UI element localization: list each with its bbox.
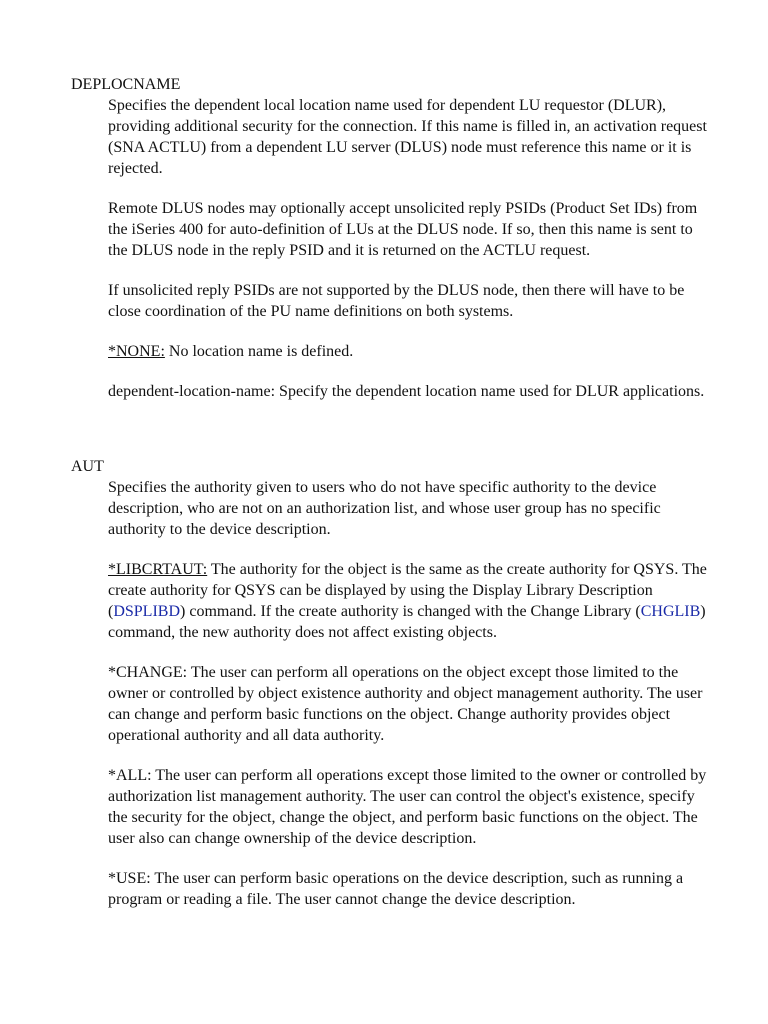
term-deplocname: DEPLOCNAME — [71, 76, 181, 93]
value-libcrtaut-text-1: The authority for the object is the same as the create authority for QSYS. The create authority for QSYS can be displayed by using the Display Library Description ( — [108, 561, 707, 620]
deplocname-description: Specifies the dependent local location name used for dependent LU requestor (DLUR), providing additional security for the connection. If this name is filled in, an activation request (SNA ACTLU) from a dependent LU server (DLUS) node must reference this name or it is rejected. — [108, 97, 707, 177]
deplocname-psid-note: Remote DLUS nodes may optionally accept unsolicited reply PSIDs (Product Set IDs) from the iSeries 400 for auto-definition of LUs at the DLUS node. If so, then this name is sent to the DLUS node in the reply PSID and it is returned on the ACTLU request. — [108, 200, 698, 259]
value-libcrtaut-text-2: ) command. If the create authority is changed with the Change Library ( — [180, 603, 641, 620]
value-change: *CHANGE: The user can perform all operations on the object except those limited to the owner or controlled by object existence authority and object management authority. The user can change and perform basic functions on the object. Change authority provides object operational authority and all data authority. — [108, 664, 703, 744]
value-dependent-location-name: dependent-location-name: Specify the dependent location name used for DLUR applications. — [108, 383, 705, 400]
dsplibd-link[interactable]: DSPLIBD — [113, 603, 181, 620]
definition-deplocname — [108, 95, 708, 421]
value-libcrtaut — [108, 559, 708, 643]
value-libcrtaut-label: *LIBCRTAUT: — [108, 561, 208, 578]
chglib-link[interactable]: CHGLIB — [640, 603, 701, 620]
value-none-text: No location name is defined. — [164, 343, 354, 360]
deplocname-coordination-note: If unsolicited reply PSIDs are not supported by the DLUS node, then there will have to be close coordination of the PU name definitions on both systems. — [108, 282, 685, 320]
value-all: *ALL: The user can perform all operations except those limited to the owner or controlled by authorization list management authority. The user can control the object's existence, specify the security for the object, change the object, and perform basic functions on the object. The user also can change ownership of the device description. — [108, 767, 707, 847]
aut-description: Specifies the authority given to users who do not have specific authority to the device description, who are not on an authorization list, and whose user group has no specific authority to the device description. — [108, 479, 661, 538]
term-aut: AUT — [71, 458, 104, 475]
value-none-label: *NONE: — [108, 343, 165, 360]
value-use: *USE: The user can perform basic operations on the device description, such as running a program or reading a file. The user cannot change the device description. — [108, 870, 684, 908]
value-libcrtaut-text-3: ) command, the new authority does not affect existing objects. — [108, 603, 706, 641]
value-none — [108, 341, 708, 362]
definition-aut — [108, 477, 708, 929]
